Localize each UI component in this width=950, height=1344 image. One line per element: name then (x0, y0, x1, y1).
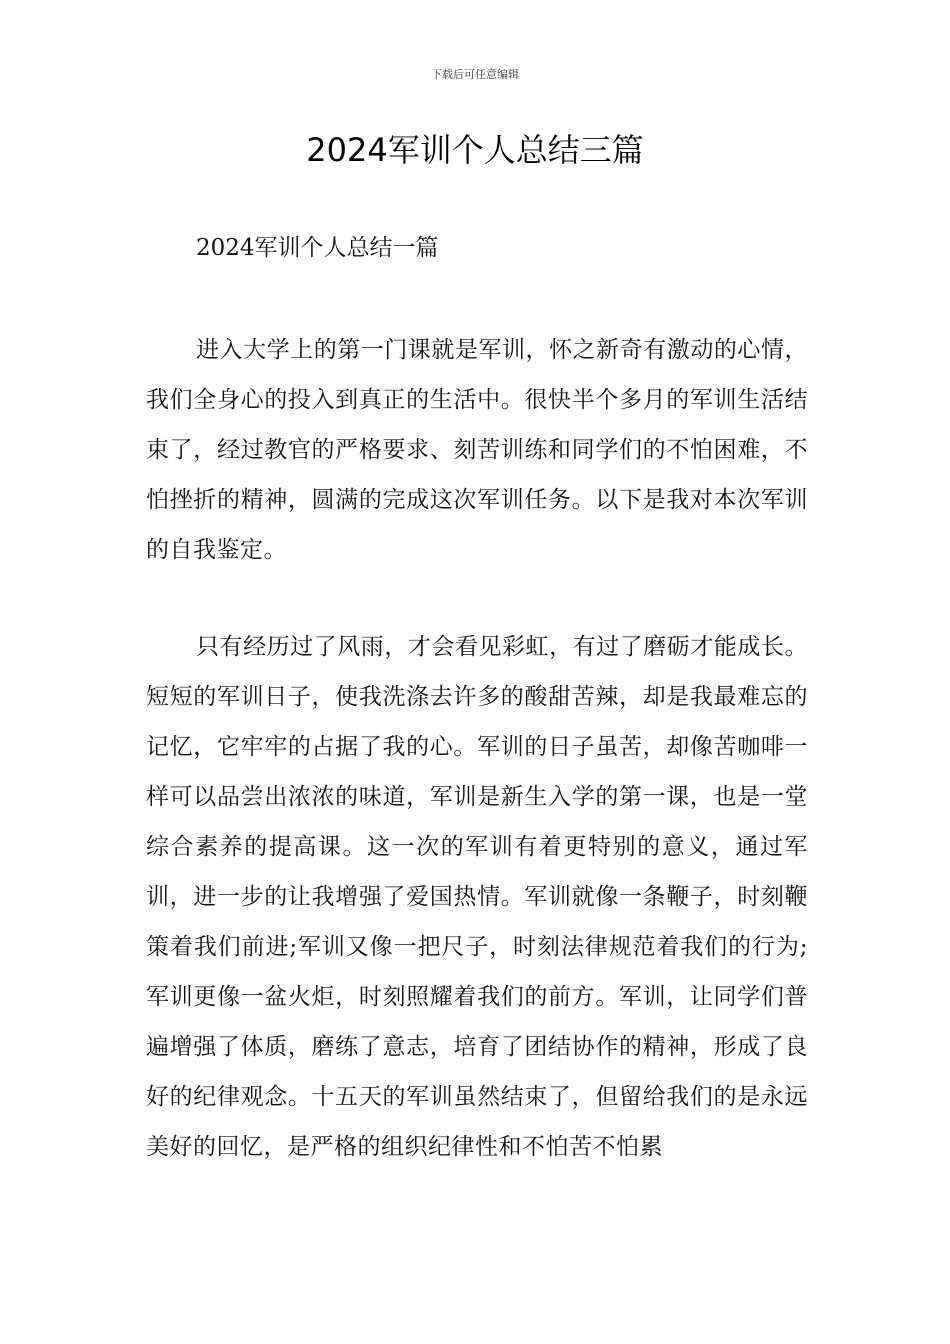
document-title: 2024军训个人总结三篇 (306, 131, 644, 169)
section-title: 2024军训个人总结一篇 (196, 235, 439, 261)
paragraph: 进入大学上的第一门课就是军训，怀之新奇有激动的心情，我们全身心的投入到真正的生活中。很快半个多月的军训生活结束了，经过教官的严格要求、刻苦训练和同学们的不怕困难，不怕挫折的精神，圆满的完成这次军训任务。以下是我对本次军训的自我鉴定。 (146, 337, 808, 563)
paragraph: 只有经历过了风雨，才会看见彩虹，有过了磨砺才能成长。短短的军训日子，使我洗涤去许多的酸甜苦辣，却是我最难忘的记忆，它牢牢的占据了我的心。军训的日子虽苦，却像苦咖啡一样可以品尝出浓浓的味道，军训是新生入学的第一课，也是一堂综合素养的提高课。这一次的军训有着更特别的意义，通过军训，进一步的让我增强了爱国热情。军训就像一条鞭子，时刻鞭策着我们前进;军训又像一把尺子，时刻法律规范着我们的行为;军训更像一盆火炬，时刻照耀着我们的前方。军训，让同学们普遍增强了体质，磨练了意志，培育了团结协作的精神，形成了良好的纪律观念。十五天的军训虽然结束了，但留给我们的是永远美好的回忆，是严格的组织纪律性和不怕苦不怕累 (146, 634, 808, 1160)
header-note: 下载后可任意编辑 (431, 68, 519, 81)
